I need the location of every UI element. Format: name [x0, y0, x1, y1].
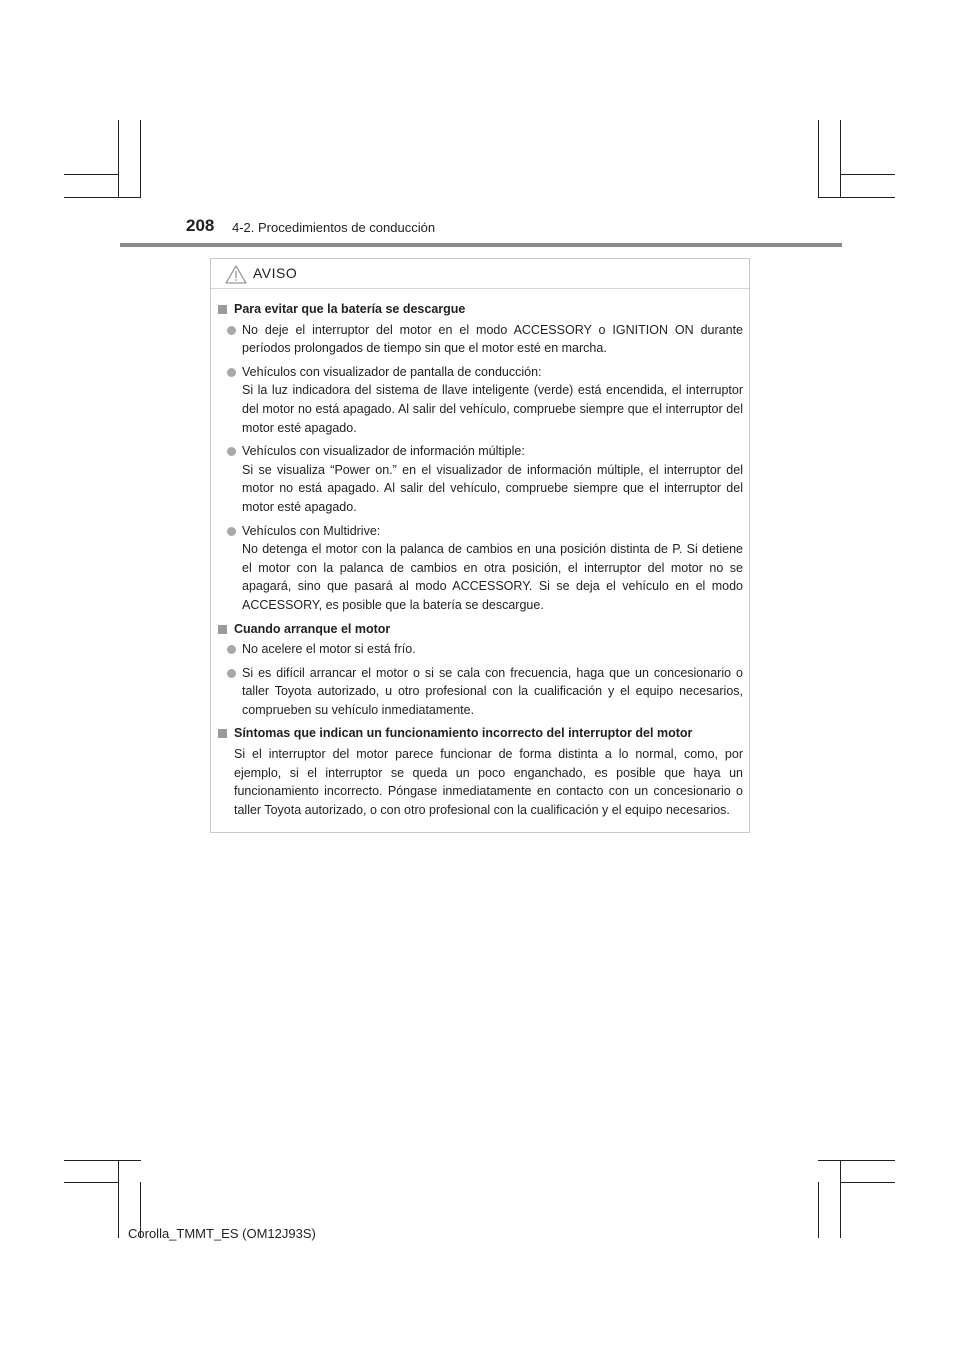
- list-item: Vehículos con visualizador de información múltiple: Si se visualiza “Power on.” en el visualizador de información múltiple, el interruptor del motor no está apagado. Al salir del vehículo, compruebe siempre que el interruptor del motor esté apagado.: [218, 442, 743, 516]
- section-heading: Síntomas que indican un funcionamiento incorrecto del interruptor del motor: [218, 724, 743, 743]
- circle-bullet-icon: [227, 527, 236, 536]
- circle-bullet-icon: [227, 669, 236, 678]
- aviso-label: AVISO: [253, 265, 298, 281]
- warning-triangle-icon: [225, 265, 247, 284]
- list-item: Si es difícil arrancar el motor o si se cala con frecuencia, haga que un concesionario o taller Toyota autorizado, u otro profesional con la cualificación y el equipo necesarios, comprueben su vehículo inmediatamente.: [218, 664, 743, 720]
- square-bullet-icon: [218, 305, 227, 314]
- circle-bullet-icon: [227, 326, 236, 335]
- section-title: 4-2. Procedimientos de conducción: [232, 220, 436, 235]
- square-bullet-icon: [218, 729, 227, 738]
- footer-doc-id: Corolla_TMMT_ES (OM12J93S): [128, 1226, 316, 1241]
- list-item: No deje el interruptor del motor en el modo ACCESSORY o IGNITION ON durante períodos prolongados de tiempo sin que el motor esté en marcha.: [218, 321, 743, 358]
- section-starting: [218, 620, 743, 720]
- aviso-body: [211, 289, 749, 819]
- list-item: Vehículos con Multidrive: No detenga el motor con la palanca de cambios en una posición distinta de P. Si detiene el motor con la palanca de cambios en otra posición, el interruptor del motor no se apagará, sino que pasará al modo ACCESSORY. Si se deja el vehículo en el modo ACCESSORY, es posible que la batería se descargue.: [218, 522, 743, 615]
- paragraph: Si el interruptor del motor parece funcionar de forma distinta a lo normal, como, por ejemplo, si el interruptor se queda un poco enganchado, es posible que haya un funcionamiento incorrecto. Póngase inmediatamente en contacto con un concesionario o taller Toyota autorizado, o con otro profesional con la cualificación y el equipo necesarios.: [234, 747, 743, 817]
- aviso-header: [211, 259, 749, 289]
- list-item: No acelere el motor si está frío.: [218, 640, 743, 659]
- section-heading: Para evitar que la batería se descargue: [218, 300, 743, 319]
- circle-bullet-icon: [227, 447, 236, 456]
- circle-bullet-icon: [227, 368, 236, 377]
- section-battery: [218, 300, 743, 615]
- list-item: Vehículos con visualizador de pantalla de conducción: Si la luz indicadora del sistema de llave inteligente (verde) está encendida, el interruptor del motor no está apagado. Al salir del vehículo, compruebe siempre que el interruptor del motor esté apagado.: [218, 363, 743, 437]
- aviso-box: [210, 258, 750, 833]
- section-heading: Cuando arranque el motor: [218, 620, 743, 639]
- square-bullet-icon: [218, 625, 227, 634]
- circle-bullet-icon: [227, 645, 236, 654]
- page-number: 208: [186, 216, 215, 235]
- section-malfunction: [218, 724, 743, 819]
- header-rule: [120, 243, 842, 247]
